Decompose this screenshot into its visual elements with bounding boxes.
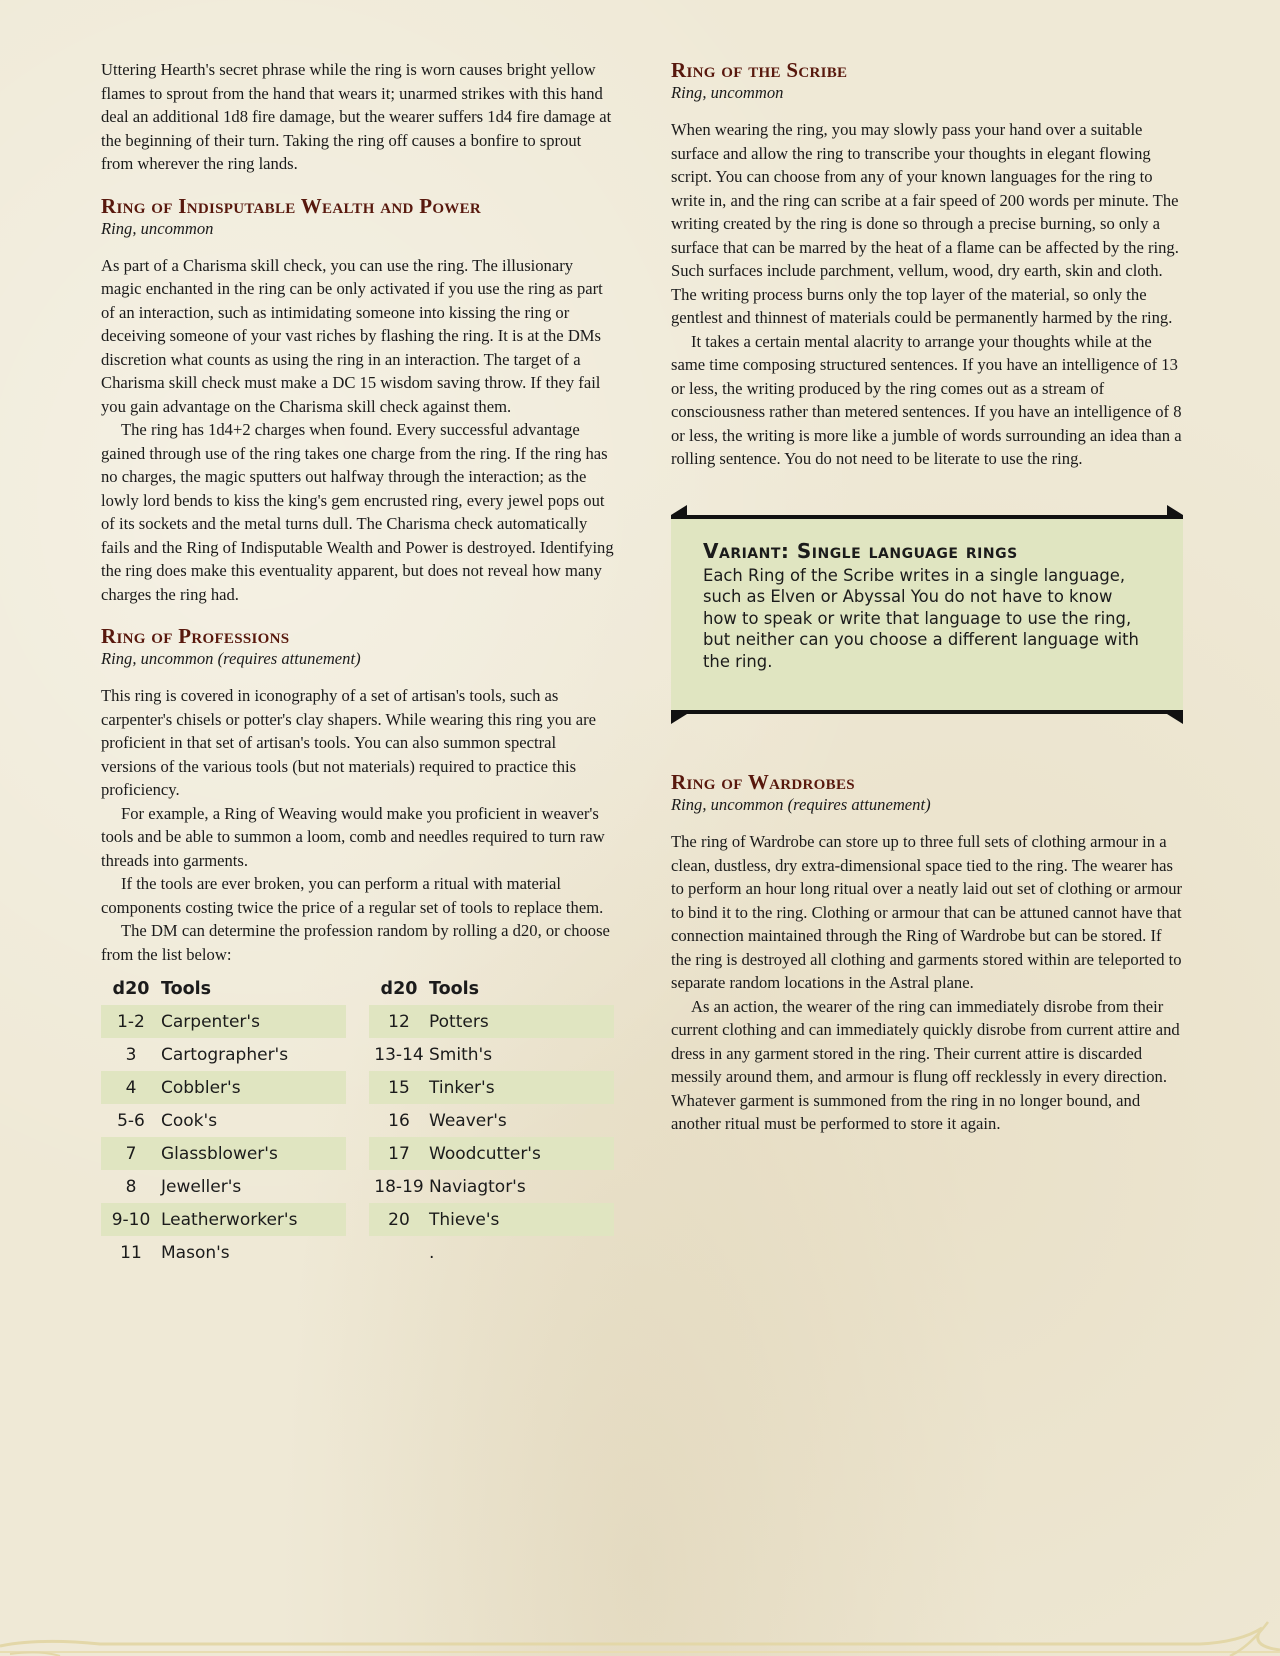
table-cell: Cartographer's bbox=[161, 1044, 289, 1065]
table-cell: 8 bbox=[125, 1176, 137, 1197]
table-cell bbox=[369, 1236, 429, 1269]
profession-table-right bbox=[369, 972, 614, 1269]
table-row bbox=[369, 1170, 614, 1203]
section-subtitle: Ring, uncommon bbox=[671, 83, 784, 102]
note-top-border bbox=[671, 515, 1183, 519]
table-header-row bbox=[101, 972, 346, 1005]
table-row bbox=[101, 1071, 346, 1104]
table-cell: 13-14 bbox=[374, 1044, 424, 1065]
table-cell: 11 bbox=[120, 1242, 142, 1263]
note-bottom-border bbox=[671, 710, 1183, 714]
table-row bbox=[101, 1104, 346, 1137]
table-row bbox=[369, 1071, 614, 1104]
section-title: Ring of the Scribe bbox=[671, 58, 848, 82]
table-cell: 3 bbox=[125, 1044, 137, 1065]
table-cell: 9-10 bbox=[101, 1203, 161, 1236]
column-header: Tools bbox=[161, 978, 212, 999]
table-cell: 15 bbox=[369, 1071, 429, 1104]
left-column bbox=[101, 58, 614, 1269]
table-row bbox=[101, 1137, 346, 1170]
table-cell: Smith's bbox=[429, 1044, 493, 1065]
table-row bbox=[101, 1236, 346, 1269]
table-row bbox=[369, 1203, 614, 1236]
section-subtitle: Ring, uncommon (requires attunement) bbox=[101, 649, 361, 668]
footer-scroll-decoration bbox=[0, 1616, 1280, 1656]
table-cell: 5-6 bbox=[117, 1110, 145, 1131]
table-cell: Carpenter's bbox=[161, 1005, 346, 1038]
profession-tables bbox=[101, 972, 614, 1269]
table-row bbox=[101, 1203, 346, 1236]
table-row bbox=[101, 1005, 346, 1038]
table-cell: Cook's bbox=[161, 1110, 218, 1131]
section-title: Ring of Indisputable Wealth and Power bbox=[101, 193, 482, 218]
section-subtitle: Ring, uncommon bbox=[101, 218, 214, 238]
table-row bbox=[369, 1005, 614, 1038]
table-cell: Potters bbox=[429, 1005, 614, 1038]
table-cell: Leatherworker's bbox=[161, 1203, 346, 1236]
table-row bbox=[369, 1137, 614, 1170]
note-body: Each Ring of the Scribe writes in a single language, such as Elven or Abyssal You do not have to know how to speak or write that language to use the ring, but neither can you choose a different language with the ring. bbox=[703, 565, 1139, 671]
note-content bbox=[671, 519, 1183, 711]
section-scribe bbox=[671, 58, 1183, 471]
table-row bbox=[369, 1236, 614, 1269]
table-cell: Woodcutter's bbox=[429, 1137, 614, 1170]
table-cell: 16 bbox=[388, 1110, 410, 1131]
paragraph: The ring of Wardrobe can store up to three full sets of clothing armour in a clean, dustless, dry extra-dimensional space tied to the ring. The wearer has to perform an hour long ritual over a neatly laid out set of clothing or armour to bind it to the ring. Clothing or armour that can be attuned cannot have that connection maintained through the Ring of Wardrobe but can be stored. If the ring is destroyed all clothing and garments stored within are teleported to separate random locations in the Astral plane. bbox=[671, 832, 1183, 992]
paragraph: It takes a certain mental alacrity to arrange your thoughts while at the same time composing structured sentences. If you have an intelligence of 13 or less, the writing produced by the ring comes out as a stream of consciousness rather than metered sentences. If you have an intelligence of 8 or less, the writing is more like a jumble of words surrounding an idea than a rolling sentence. You do not need to be literate to use the ring. bbox=[671, 331, 1182, 468]
table-cell: Glassblower's bbox=[161, 1137, 346, 1170]
section-professions bbox=[101, 624, 614, 1269]
table-cell: 20 bbox=[369, 1203, 429, 1236]
paragraph: If the tools are ever broken, you can perform a ritual with material components costing twice the price of a regular set of tools to replace them. bbox=[101, 874, 604, 917]
variant-note-box bbox=[671, 515, 1183, 715]
table-cell: Thieve's bbox=[429, 1203, 614, 1236]
table-cell: Jeweller's bbox=[161, 1176, 242, 1197]
table-row bbox=[101, 1038, 346, 1071]
paragraph: The ring has 1d4+2 charges when found. Every successful advantage gained through use of the ring takes one charge from the ring. If the ring has no charges, the magic sputters out halfway through the interaction; as the lowly lord bends to kiss the king's gem encrusted ring, every jewel pops out of its sockets and the metal turns dull. The Charisma check automatically fails and the Ring of Indisputable Wealth and Power is destroyed. Identifying the ring does make this eventuality apparent, but does not reveal how many charges the ring had. bbox=[101, 420, 614, 604]
page-footer-ornament bbox=[0, 1616, 1280, 1656]
table-cell: 7 bbox=[101, 1137, 161, 1170]
section-wealth bbox=[101, 194, 614, 607]
table-row bbox=[101, 1170, 346, 1203]
paragraph: The DM can determine the profession random by rolling a d20, or choose from the list below: bbox=[101, 921, 610, 964]
table-cell: . bbox=[429, 1242, 435, 1263]
column-header: d20 bbox=[380, 978, 418, 999]
section-title: Ring of Professions bbox=[101, 624, 290, 648]
intro-paragraph: Uttering Hearth's secret phrase while the ring is worn causes bright yellow flames to sprout from the hand that wears it; unarmed strikes with this hand deal an additional 1d8 fire damage, but the wearer suffers 1d4 fire damage at the beginning of their turn. Taking the ring off causes a bonfire to sprout from wherever the ring lands. bbox=[101, 60, 612, 173]
paragraph: As an action, the wearer of the ring can immediately disrobe from their current clothing and can immediately quickly disrobe from current attire and dress in any garment stored in the ring. Their current attire is discarded messily around them, and armour is flung off recklessly in every direction. Whatever garment is summoned from the ring in no longer bound, and another ritual must be performed to store it again. bbox=[671, 996, 1180, 1133]
table-cell: Mason's bbox=[161, 1242, 230, 1263]
table-cell: 4 bbox=[101, 1071, 161, 1104]
table-cell: Cobbler's bbox=[161, 1071, 346, 1104]
table-header-row bbox=[369, 972, 614, 1005]
table-cell: Tinker's bbox=[429, 1071, 614, 1104]
paragraph: As part of a Charisma skill check, you can use the ring. The illusionary magic enchanted in the ring can be only activated if you use the ring as part of an interaction, such as intimidating someone into kissing the ring or deceiving someone of your vast riches by flashing the ring. It is at the DMs discretion what counts as using the ring in an interaction. The target of a Charisma skill check must make a DC 15 wisdom saving throw. If they fail you gain advantage on the Charisma skill check against them. bbox=[101, 255, 603, 416]
note-title: Variant: Single language rings bbox=[703, 538, 1018, 563]
paragraph: For example, a Ring of Weaving would make you proficient in weaver's tools and be able to summon a loom, comb and needles required to turn raw threads into garments. bbox=[101, 803, 605, 870]
table-cell: 17 bbox=[369, 1137, 429, 1170]
section-subtitle: Ring, uncommon (requires attunement) bbox=[671, 795, 931, 814]
section-wardrobes bbox=[671, 770, 1183, 1136]
table-cell: 18-19 bbox=[374, 1176, 424, 1197]
column-header: d20 bbox=[112, 978, 150, 999]
column-header: Tools bbox=[429, 978, 480, 999]
table-cell: 1-2 bbox=[101, 1005, 161, 1038]
paragraph: This ring is covered in iconography of a set of artisan's tools, such as carpenter's chisels or potter's clay shapers. While wearing this ring you are proficient in that set of artisan's tools. You can also summon spectral versions of the various tools (but not materials) required to practice this proficiency. bbox=[101, 686, 597, 799]
paragraph: When wearing the ring, you may slowly pass your hand over a suitable surface and allow the ring to transcribe your thoughts in elegant flowing script. You can choose from any of your known languages for the ring to write in, and the ring can scribe at a fair speed of 200 words per minute. The writing created by the ring is done so through a precise burning, so only a surface that can be marred by the heat of a flame can be affected by the ring. Such surfaces include parchment, vellum, wood, dry earth, skin and cloth. The writing process burns only the top layer of the material, so only the gentlest and thinnest of materials could be permanently harmed by the ring. bbox=[671, 120, 1179, 327]
table-row bbox=[369, 1038, 614, 1071]
section-title: Ring of Wardrobes bbox=[671, 770, 855, 794]
right-column bbox=[671, 58, 1183, 1136]
profession-table-left bbox=[101, 972, 346, 1269]
table-row bbox=[369, 1104, 614, 1137]
table-cell: 12 bbox=[369, 1005, 429, 1038]
table-cell: Naviagtor's bbox=[429, 1176, 526, 1197]
table-cell: Weaver's bbox=[429, 1110, 507, 1131]
